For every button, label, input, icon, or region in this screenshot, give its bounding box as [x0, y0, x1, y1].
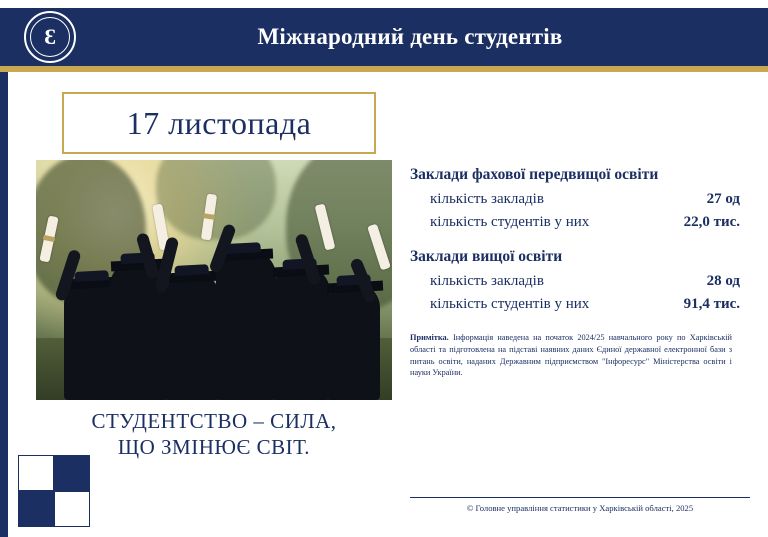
graduate-figure: [64, 278, 116, 400]
stats-row-value: 28 од: [706, 273, 740, 289]
statistics-emblem-icon: [8, 8, 92, 66]
stats-row: [410, 211, 740, 234]
stats-row: [410, 270, 740, 293]
checker-square: [54, 491, 90, 527]
date-badge: [62, 92, 376, 154]
stats-row-label: кількість студентів у них: [430, 214, 590, 230]
stats-row-value: 27 од: [706, 191, 740, 207]
footnote-text: Інформація наведена на початок 2024/25 навчального року по Харківській області та підготовлена на підставі наявних даних Єдиної державної електронної бази з питань освіти, наданих Державним підприємством "Інфоресурс" Міністерства освіти і науки України.: [410, 333, 732, 378]
footnote-label: Примітка.: [410, 333, 449, 342]
stats-row-label: кількість студентів у них: [430, 296, 590, 312]
footer-copyright: © Головне управління статистики у Харківській області, 2025: [466, 503, 694, 513]
graduate-figure: [216, 250, 276, 400]
footnote: [410, 332, 732, 379]
checker-square: [18, 455, 54, 491]
stats-row-label: кількість закладів: [430, 273, 544, 289]
stats-group-title-2: Заклади вищої освіти: [410, 248, 563, 265]
emblem-circle: [24, 11, 76, 63]
stats-row: [410, 293, 740, 316]
graduate-figure: [272, 266, 330, 400]
left-edge-bar: [0, 8, 8, 537]
stats-row-label: кількість закладів: [430, 191, 544, 207]
emblem-letter: Ɛ: [44, 24, 56, 49]
graduates-photo: [36, 160, 392, 400]
date-badge-label: 17 листопада: [126, 104, 312, 141]
stats-group-title-1: Заклади фахової передвищої освіти: [410, 166, 659, 183]
page-title: Міжнародний день студентів: [257, 24, 563, 49]
slogan-line-1: СТУДЕНТСТВО – СИЛА,: [91, 409, 337, 433]
stats-row-value: 22,0 тис.: [683, 214, 740, 230]
checker-decoration: [18, 455, 90, 527]
footer-divider: [410, 497, 750, 498]
slogan-line-2: ЩО ЗМІНЮЄ СВІТ.: [117, 435, 311, 460]
slogan: [36, 408, 392, 461]
checker-square: [54, 455, 90, 491]
checker-square: [18, 491, 54, 527]
stats-row-value: 91,4 тис.: [683, 296, 740, 312]
header-gold-accent: [0, 66, 768, 72]
graduate-figure: [164, 272, 220, 400]
stats-row: [410, 188, 740, 211]
statistics-block: [410, 166, 740, 379]
